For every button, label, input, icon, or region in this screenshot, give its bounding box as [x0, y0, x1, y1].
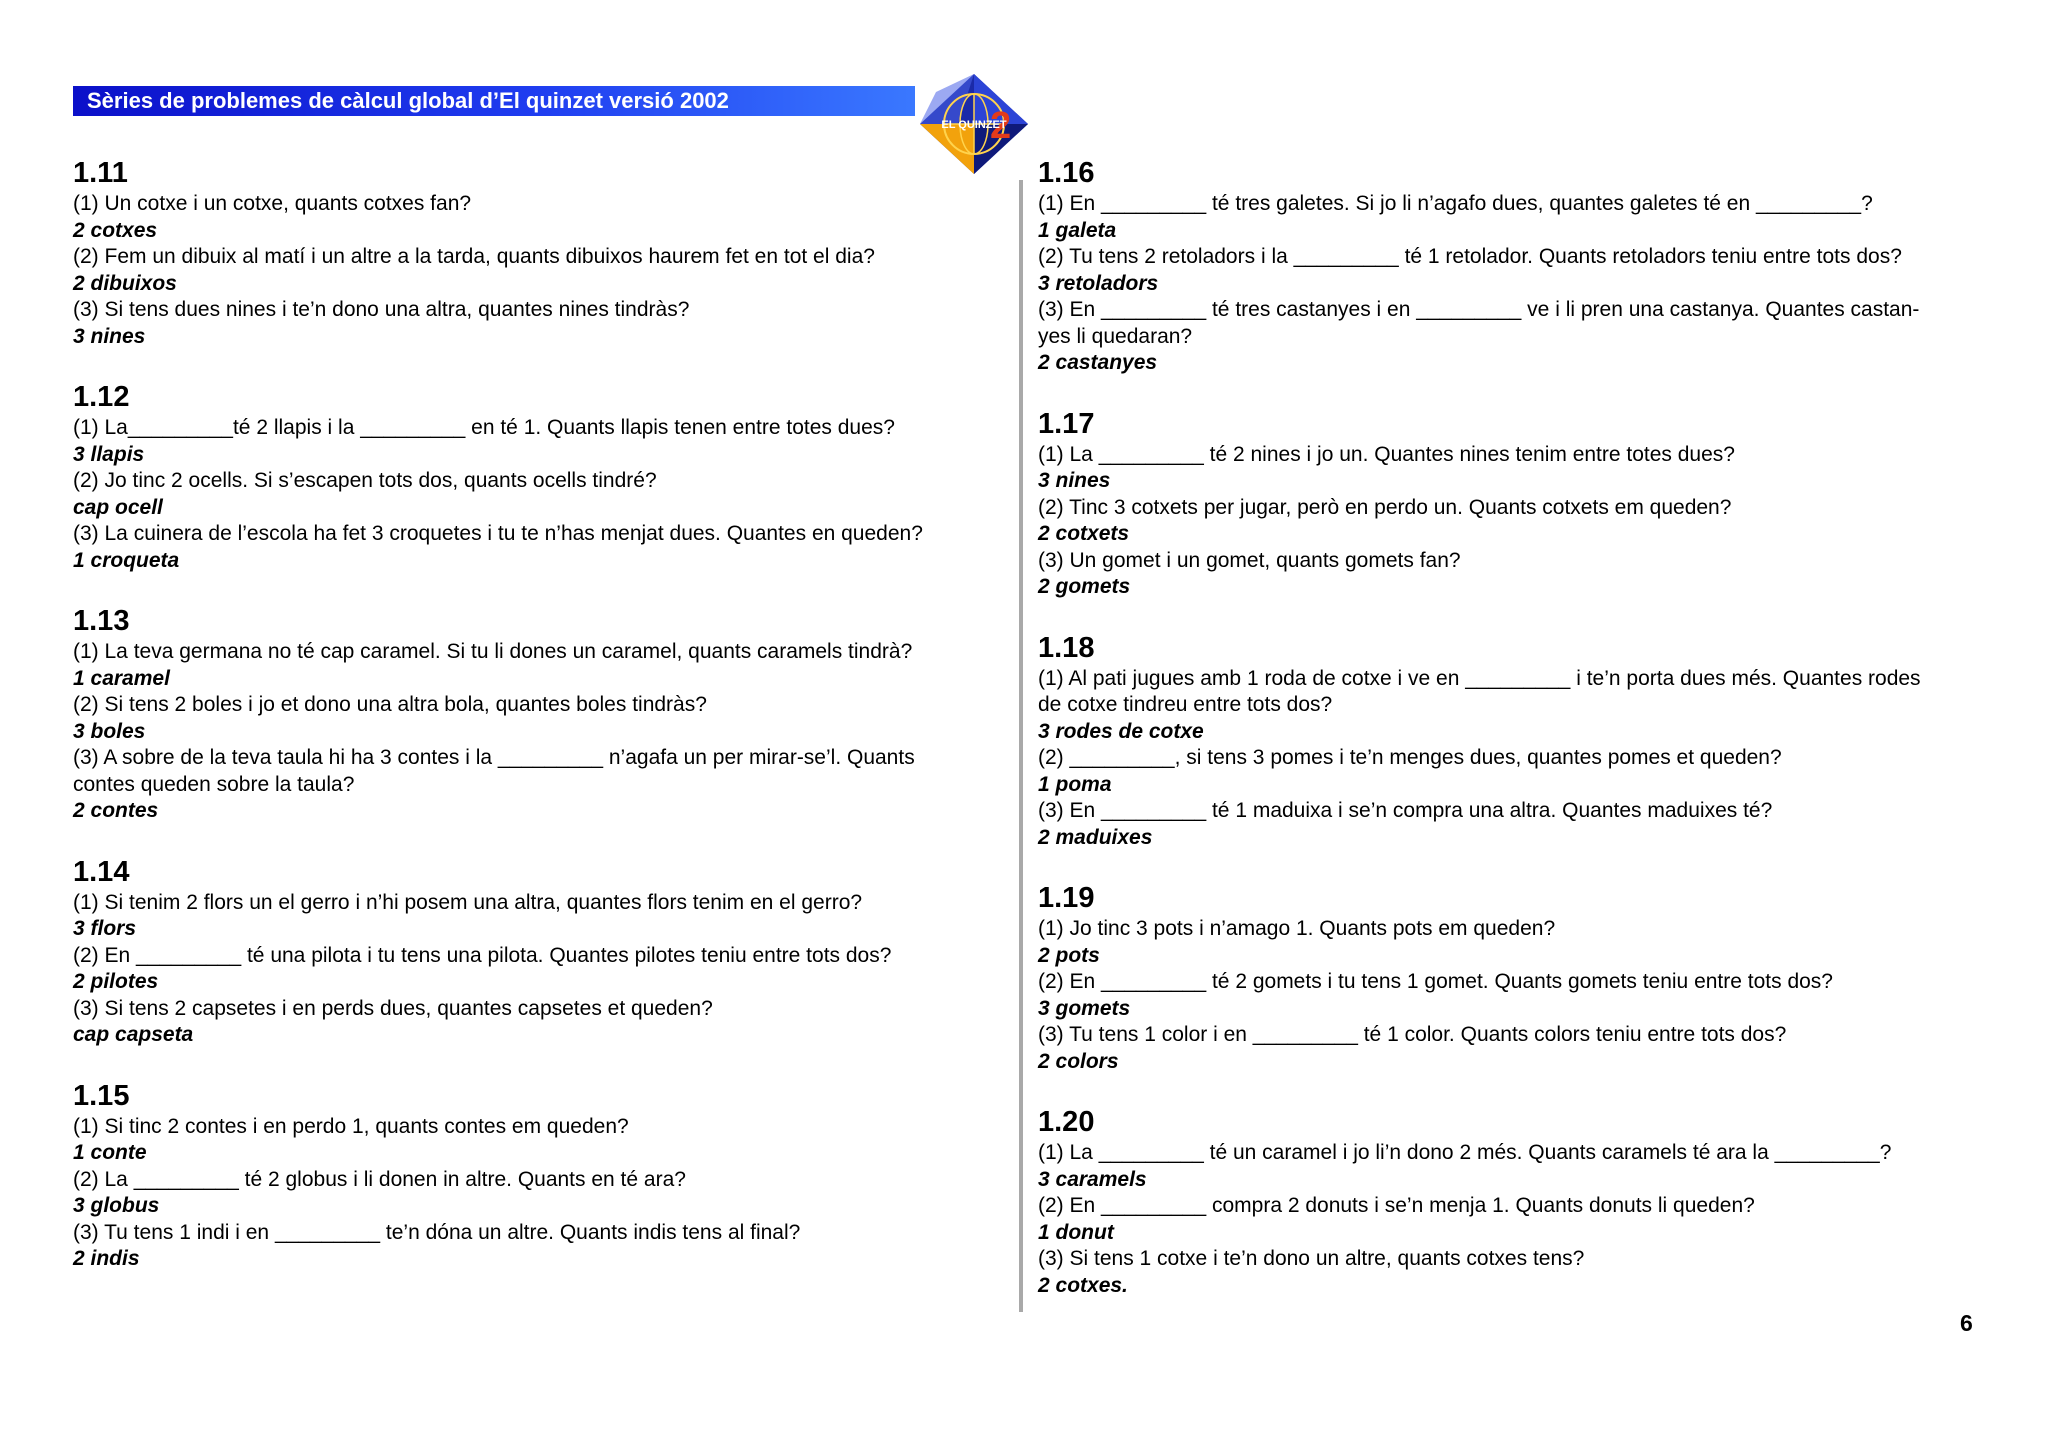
column-divider [1019, 180, 1023, 1312]
problem-set-title: 1.16 [1038, 157, 1095, 189]
problem-set-title: 1.15 [73, 1079, 130, 1112]
answer-line: 3 gomets [1038, 996, 1131, 1020]
question-line: (1) Si tinc 2 contes i en perdo 1, quants contes em queden? [73, 1114, 629, 1138]
answer-line: 3 rodes de cotxe [1038, 719, 1204, 743]
answer-line: 2 indis [73, 1247, 140, 1270]
question-line: (3) La cuinera de l’escola ha fet 3 croquetes i tu te n’has menjat dues. Quantes en queden? [73, 522, 923, 545]
answer-line: 1 donut [1038, 1220, 1114, 1244]
problem-set-title: 1.18 [1038, 631, 1095, 664]
answer-line: 2 pilotes [73, 970, 159, 993]
question-line: (2) La _________ té 2 globus i li donen in altre. Quants en té ara? [73, 1167, 686, 1191]
question-line: (1) Si tenim 2 flors un el gerro i n’hi posem una altra, quantes flors tenim en el gerro? [73, 890, 863, 914]
question-line: (3) Tu tens 1 indi i en _________ te’n dóna un altre. Quants indis tens al final? [73, 1220, 801, 1244]
question-line: (1) Jo tinc 3 pots i n’amago 1. Quants pots em queden? [1038, 917, 1556, 940]
logo-number: 2 [990, 105, 1012, 147]
answer-line: 3 nines [73, 324, 146, 348]
question-line: (3) A sobre de la teva taula hi ha 3 contes i la _________ n’agafa un per mirar-se’l. Quants [73, 746, 915, 769]
question-line: (3) Un gomet i un gomet, quants gomets fan? [1038, 548, 1461, 572]
answer-line: 1 poma [1038, 772, 1112, 796]
answer-line: 2 dibuixos [73, 271, 177, 295]
question-line: (2) En _________ compra 2 donuts i se’n menja 1. Quants donuts li queden? [1038, 1194, 1755, 1217]
problem-set-title: 1.11 [73, 157, 128, 189]
problem-set [1038, 1105, 1988, 1299]
answer-line: 2 contes [73, 799, 159, 822]
question-line: (1) La_________té 2 llapis i la _________ en té 1. Quants llapis tenen entre totes dues? [73, 416, 895, 439]
question-line: (1) La teva germana no té cap caramel. Si tu li dones un caramel, quants caramels tindrà? [73, 640, 913, 663]
question-line: contes queden sobre la taula? [73, 772, 355, 796]
answer-line: 2 pots [1038, 943, 1100, 967]
question-line: (3) Si tens 1 cotxe i te’n dono un altre, quants cotxes tens? [1038, 1247, 1585, 1270]
answer-line: 2 gomets [1038, 575, 1131, 598]
left-column [73, 156, 993, 1303]
problem-set [73, 855, 993, 1049]
answer-line: 2 cotxes. [1038, 1273, 1128, 1297]
question-line: (2) En _________ té una pilota i tu tens una pilota. Quantes pilotes teniu entre tots dos? [73, 943, 892, 967]
answer-line: 3 llapis [73, 442, 145, 466]
answer-line: 2 cotxets [1038, 522, 1130, 545]
question-line: (2) En _________ té 2 gomets i tu tens 1 gomet. Quants gomets teniu entre tots dos? [1038, 970, 1833, 993]
answer-line: 3 caramels [1038, 1167, 1147, 1191]
right-column [1038, 156, 1988, 1329]
problem-set [1038, 156, 1988, 377]
header-bar [73, 86, 915, 116]
question-line: de cotxe tindreu entre tots dos? [1038, 693, 1333, 716]
answer-line: 2 maduixes [1038, 825, 1153, 849]
answer-line: 1 croqueta [73, 548, 180, 572]
answer-line: 3 retoladors [1038, 271, 1159, 295]
answer-line: 2 colors [1038, 1049, 1119, 1073]
header-title: Sèries de problemes de càlcul global d’El quinzet versió 2002 [87, 88, 729, 113]
answer-line: 1 caramel [73, 666, 170, 690]
question-line: (3) En _________ té 1 maduixa i se’n compra una altra. Quantes maduixes té? [1038, 799, 1773, 822]
problem-set [73, 156, 993, 350]
question-line: (2) Jo tinc 2 ocells. Si s’escapen tots dos, quants ocells tindré? [73, 469, 657, 492]
question-line: (3) Tu tens 1 color i en _________ té 1 color. Quants colors teniu entre tots dos? [1038, 1023, 1787, 1046]
problem-set-title: 1.19 [1038, 882, 1095, 914]
problem-set-title: 1.17 [1038, 407, 1095, 440]
question-line: yes li quedaran? [1038, 324, 1193, 348]
question-line: (2) _________, si tens 3 pomes i te’n menges dues, quantes pomes et queden? [1038, 746, 1782, 769]
question-line: (2) Fem un dibuix al matí i un altre a la tarda, quants dibuixos haurem fet en tot el dia? [73, 245, 875, 268]
answer-line: 3 flors [73, 917, 137, 940]
question-line: (1) Un cotxe i un cotxe, quants cotxes fan? [73, 192, 472, 215]
problem-set-title: 1.12 [73, 381, 130, 413]
answer-line: cap capseta [73, 1023, 194, 1046]
question-line: (1) La _________ té un caramel i jo li’n dono 2 més. Quants caramels té ara la _________? [1038, 1141, 1892, 1164]
answer-line: 1 conte [73, 1141, 147, 1164]
answer-line: 1 galeta [1038, 218, 1117, 242]
question-line: (2) Si tens 2 boles i jo et dono una altra bola, quantes boles tindràs? [73, 693, 707, 716]
answer-line: 3 nines [1038, 469, 1111, 492]
question-line: (3) Si tens dues nines i te’n dono una altra, quantes nines tindràs? [73, 298, 690, 321]
question-line: (2) Tu tens 2 retoladors i la _________ té 1 retolador. Quants retoladors teniu entre tots dos? [1038, 245, 1902, 268]
page-number: 6 [1960, 1310, 1973, 1336]
answer-line: 2 cotxes [73, 218, 158, 242]
logo-text: EL QUINZET [941, 119, 1007, 131]
problem-set [1038, 881, 1988, 1075]
question-line: (1) La _________ té 2 nines i jo un. Quantes nines tenim entre totes dues? [1038, 442, 1735, 466]
answer-line: 3 globus [73, 1194, 160, 1217]
problem-set [1038, 631, 1988, 852]
problem-set [73, 1079, 993, 1273]
question-line: (3) Si tens 2 capsetes i en perds dues, quantes capsetes et queden? [73, 996, 713, 1020]
problem-set-title: 1.20 [1038, 1106, 1095, 1138]
problem-set-title: 1.13 [73, 605, 130, 637]
problem-set [73, 604, 993, 825]
problem-set [1038, 407, 1988, 601]
question-line: (1) Al pati jugues amb 1 roda de cotxe i ve en _________ i te’n porta dues més. Quantes rodes [1038, 666, 1921, 690]
problem-set-title: 1.14 [73, 855, 130, 888]
question-line: (1) En _________ té tres galetes. Si jo li n’agafo dues, quantes galetes té en _________? [1038, 192, 1873, 215]
answer-line: 3 boles [73, 719, 146, 743]
question-line: (3) En _________ té tres castanyes i en _________ ve i li pren una castanya. Quantes castan- [1038, 298, 1920, 321]
answer-line: 2 castanyes [1038, 351, 1158, 374]
problem-set [73, 380, 993, 574]
question-line: (2) Tinc 3 cotxets per jugar, però en perdo un. Quants cotxets em queden? [1038, 495, 1732, 519]
answer-line: cap ocell [73, 495, 163, 519]
